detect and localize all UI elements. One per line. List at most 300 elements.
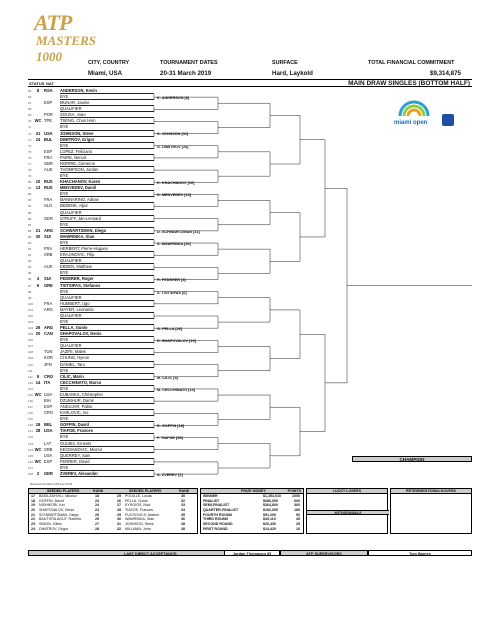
player-name: KECMANOVIC, Miomir [60,446,103,452]
lucky-losers-header: LUCKY LOSERS [307,489,387,494]
draw-position: 103 [28,319,34,324]
seeded-cell: SIMON, Gilles [39,522,62,527]
seeded-cell: 32 [181,498,185,503]
player-name: LOPEZ, Feliciano [60,148,93,154]
draw-position: 70 [28,119,32,124]
seed-label: 13 [35,185,41,191]
nationality: ESP [44,148,53,154]
player-name: BYE [60,367,69,373]
draw-position: 119 [28,417,33,422]
round2-player: S. TSITSIPAS [6] [157,290,187,295]
player-name: GOFFIN, David [60,422,89,428]
player-name: FEDERER, Roger [60,276,94,282]
seed-label: 8 [36,88,40,93]
nationality: RUS [44,185,53,191]
atp-masters-logo [30,10,108,64]
seeded-cell: FUCSOVICS, Marton [125,512,160,517]
release-note: Released 20 March 2019 at 00:00 [30,482,73,486]
seeded-cell: NISHIKORI, Kei [39,503,65,508]
nationality: BIH [44,397,51,403]
draw-position: 127 [28,465,34,470]
draw-position: 92 [28,253,32,258]
seeded-cell: BAUTISTA AGUT, Roberto [39,517,82,522]
nationality: KOR [44,355,53,361]
player-name: HERBERT, Pierre-Hugues [60,246,108,252]
seeded-cell: 25 [95,512,99,517]
seed-label: 6 [36,282,40,288]
seed-label: 18 [35,422,41,428]
draw-position: 98 [28,289,32,294]
seeded-cell: GOFFIN, David [39,498,64,503]
nationality: BEL [44,422,53,428]
round2-player: M. CECCHINATO [14] [157,387,196,392]
draw-position: 120 [28,423,34,428]
draw-position: 91 [28,247,32,252]
draw-position: 80 [28,180,32,185]
nationality: USA [44,130,53,136]
nationality: USA [44,391,53,397]
nationality: FRA [44,246,53,252]
draw-position: 84 [28,204,32,209]
player-name: WAWRINKA, Stan [60,233,95,239]
draw-position: 86 [28,216,32,221]
seeded-cell: 24 [95,508,99,513]
player-name: HUMBERT, Ugo [60,300,90,306]
seeded-cell: 24 [31,526,35,531]
round2-player: K. ANDERSON [8] [157,95,190,100]
seeded-cell: PELLA, Guido [125,498,148,503]
draw-position: 90 [28,240,32,245]
player-name: DANIEL, Taro [60,361,85,367]
prize-money-table [200,488,304,534]
player-name: BYE [60,173,69,179]
seeded-cell: BASILASHVILI, Nikoloz [39,494,77,498]
round2-player: S. JOHNSON [31] [157,132,189,137]
player-name: BYE [60,142,69,148]
round2-player: A. ZVEREV [2] [157,472,183,477]
player-name: DIMITROV, Grigor [60,136,95,142]
draw-position: 121 [28,429,34,434]
player-name: KRAJINOVIC, Filip [60,252,95,258]
player-name: FERRER, David [60,458,90,464]
seed-label: 10 [35,179,41,185]
seeded-cell: 18 [31,498,35,503]
draw-position: 123 [28,441,34,446]
seed-label: 24 [35,136,41,142]
draw-position: 66 [28,95,32,100]
draw-position: 108 [28,350,34,355]
round2-player: D. MEDVEDEV [13] [157,193,191,198]
seeded-cell: 27 [95,522,99,527]
seeded-cell: 18 [95,494,99,498]
dates-label: TOURNAMENT DATES [160,60,218,66]
round2-player: F. TIAFOE [28] [157,436,183,441]
prize-header: PRIZE MONEY POINTS [201,489,303,494]
nationality: AUS [44,167,53,173]
commitment-label: TOTAL FINANCIAL COMMITMENT [368,60,455,66]
nationality: USA [44,428,53,434]
surface-label: SURFACE [272,60,298,66]
draw-position: 78 [28,168,32,173]
draw-position: 124 [28,447,34,452]
nationality: LAT [44,440,52,446]
draw-position: 96 [28,277,32,282]
sponsor-name: miami open [394,120,428,126]
player-name: TIAFOE, Frances [60,428,93,434]
draw-position: 101 [28,307,34,312]
seed-label: WC [34,458,42,464]
prize-cell: 180 [294,508,300,513]
player-name: BYE [60,434,69,440]
prize-cell: $686,000 [263,498,278,503]
player-name: SCHWARTZMAN, Diego [60,227,107,233]
draw-position: 110 [28,362,33,367]
player-name: PAIRE, Benoit [60,154,86,160]
draw-position: 69 [28,113,32,118]
player-name: KARLOVIC, Ivo [60,410,89,416]
seeded-cell: TIAFOE, Frances [125,508,153,513]
seed-label: 21 [35,227,41,233]
supervisor-label: ATP SUPERVISORS [280,550,368,556]
seed-label: 28 [35,428,41,434]
player-name: GULBIS, Ernests [60,440,92,446]
nationality: ARG [44,227,54,233]
draw-position: 88 [28,228,32,233]
seed-label: 4 [36,276,40,282]
draw-position: 65 [28,89,32,93]
nationality: FRA [44,300,53,306]
draw-position: 77 [28,161,32,166]
logo-brand: ATP [34,10,72,35]
nationality: TPE [44,118,52,124]
status-column-header: STATUS [29,81,45,86]
seed-label: 2 [36,470,40,476]
seed-label: 30 [35,233,41,239]
seeded-cell: 17 [31,494,35,498]
prize-cell: 1000 [292,494,300,498]
prize-cell: $182,000 [263,508,278,513]
player-name: ZVEREV, Alexander [60,470,98,476]
player-name: BYE [60,94,69,100]
prize-cell: SECOND ROUND [203,522,233,527]
draw-title: MAIN DRAW SINGLES (BOTTOM HALF) [348,80,470,87]
player-name: ANDERSON, Kevin [60,88,97,93]
nationality: SRB [44,252,53,258]
player-name: KHACHANOV, Karen [60,179,101,185]
nationality: GRE [44,282,53,288]
round2-player: G. PELLA [26] [157,327,183,332]
nationality: CRO [44,410,54,416]
champion-label: CHAMPION [352,456,472,462]
draw-position: 102 [28,313,34,318]
nationality: ESP [44,404,53,410]
player-name: BYE [60,191,69,197]
bottom-bar [28,550,472,556]
nationality: FRA [44,197,53,203]
draw-position: 115 [28,392,33,397]
nationality: AUS [44,264,53,270]
nationality: GBR [44,160,53,166]
prize-cell: SEMI-FINALIST [203,503,230,508]
player-name: SOUSA, Joao [60,112,86,118]
player-name: QUALIFIER [60,343,82,349]
player-name: QUALIFIER [60,312,82,318]
nationality: JPN [44,361,52,367]
seeded-cell: KYRGIOS, Nick [125,503,151,508]
draw-position: 107 [28,344,34,349]
prize-cell: 10 [296,526,300,531]
seeded-cell: 28 [95,526,99,531]
miami-open-sponsor-logo [382,94,466,132]
seeded-cell: 35 [181,512,185,517]
seeded-cell: JOHNSON, Steve [125,522,154,527]
player-name: QUALIFIER [60,106,82,112]
lucky-losers-table [306,488,388,534]
player-name: BYE [60,221,69,227]
player-name: MUNAR, Jaume [60,100,90,106]
draw-position: 74 [28,143,32,148]
prize-cell: 600 [294,498,300,503]
draw-position: 87 [28,222,32,227]
round2-player: M. CILIC [9] [157,375,178,380]
nationality: USA [44,452,53,458]
prize-cell: WINNER [203,494,218,498]
nationality: TUN [44,349,53,355]
prize-cell: THIRD ROUND [203,517,229,522]
nationality: ESP [44,100,53,106]
player-name: DZUMHUR, Damir [60,397,94,403]
draw-position: 95 [28,271,32,276]
seed-label: 14 [35,379,41,385]
draw-position: 81 [28,186,32,191]
prize-cell: $91,200 [263,512,276,517]
round2-player: D. GOFFIN [18] [157,424,185,429]
seeded-cell: MILLMAN, John [125,526,151,531]
seeded-cell: POUILLE, Lucas [125,494,152,498]
draw-position: 100 [28,301,34,306]
draw-position: 118 [28,411,33,416]
round2-player: D. SHAPOVALOV [20] [157,339,196,344]
seeded-cell: 23 [95,498,99,503]
player-name: STRUFF, Jan-Lennard [60,215,101,221]
player-name: EBDEN, Matthew [60,264,92,270]
player-name: BYE [60,288,69,294]
seed-label: 31 [35,130,41,136]
logo-sub: MASTERS 1000 [36,33,96,64]
retirements-header: RETIREMENTS/WALKOVERS [391,489,471,494]
player-name: QUALIFIER [60,258,82,264]
last-direct-name: Jordan Thompson 85 [224,550,280,556]
draw-position: 76 [28,155,32,160]
seeded-cell: 30 [117,517,121,522]
prize-cell: FIRST ROUND [203,526,228,531]
player-name: BYE [60,337,69,343]
player-name: JOHNSON, Steve [60,130,94,136]
player-name: BEDENE, Aljaz [60,203,88,209]
prize-cell: $14,420 [263,526,276,531]
supervisor-name: Tom Barnes [368,550,472,556]
retirements-table [390,488,472,534]
nat-column-header: NAT [46,81,54,86]
player-name: TSENG, Chun Hsin [60,118,96,124]
round2-player: K. KHACHANOV [10] [157,181,195,186]
nationality: ITA [44,379,51,385]
player-name: BYE [60,464,69,470]
seed-label: 9 [36,373,40,379]
player-name: MAYER, Leonardo [60,306,94,312]
player-name: ANDUJAR, Pablo [60,404,93,410]
draw-position: 67 [28,101,32,106]
dates-value: 20-31 March 2019 [160,70,212,77]
seeded-cell: 29 [117,512,121,517]
player-name: TSITSIPAS, Stefanos [60,282,101,288]
player-name: NORRIE, Cameron [60,160,96,166]
player-name: BYE [60,416,69,422]
prize-cell: $26,430 [263,522,276,527]
seed-label: WC [34,118,42,124]
player-name: THOMPSON, Jordan [60,167,99,173]
draw-position: 116 [28,398,33,403]
seeded-cell: 30 [181,494,185,498]
draw-position: 93 [28,259,32,264]
prize-cell: 25 [296,522,300,527]
nationality: SRB [44,446,53,452]
draw-position: 75 [28,149,32,154]
seeded-cell: 24 [95,503,99,508]
seeded-cell: 20 [31,508,35,513]
draw-position: 104 [28,326,34,331]
nationality: ARG [44,325,54,331]
miami-open-rainbow-icon [382,94,466,132]
draw-position: 71 [28,125,32,130]
seeded-cell: 31 [117,522,121,527]
player-name: QUALIFIER [60,209,82,215]
prize-cell: 90 [296,512,300,517]
round2-player: R. FEDERER [4] [157,278,186,283]
seeded-cell: WAWRINKA, Stan [125,517,155,522]
seeded-cell: 33 [181,503,185,508]
seeded-cell: 28 [117,508,121,513]
player-name: BYE [60,385,69,391]
prize-cell: FINALIST [203,498,220,503]
seeded-cell: DIMITROV, Grigor [39,526,69,531]
seeded-row [29,527,197,532]
draw-position: 114 [28,386,33,391]
seeded-players-table [28,488,198,534]
last-direct-label: LAST DIRECT ACCEPTANCE: [28,550,278,556]
commitment-value: $9,314,875 [430,70,461,77]
seeded-cell: 36 [181,517,185,522]
draw-position: 85 [28,210,32,215]
draw-position: 109 [28,356,34,361]
round2-player: S. WAWRINKA [30] [157,241,191,246]
nationality: RUS [44,179,53,185]
player-name: MANNARINO, Adrian [60,197,99,203]
draw-position: 113 [28,380,33,385]
draw-position: 79 [28,174,32,179]
seeded-cell: 27 [117,503,121,508]
seeded-cell: 19 [31,503,35,508]
city-value: Miami, USA [88,70,123,77]
nationality: GER [44,470,53,476]
draw-position: 111 [28,368,33,373]
draw-position: 83 [28,198,32,203]
player-name: QUERREY, Sam [60,452,91,458]
nationality: SUI [44,276,51,282]
draw-position: 122 [28,435,34,440]
draw-position: 112 [28,374,33,379]
draw-position: 73 [28,137,32,142]
seeded-cell: SCHWARTZMAN, Diego [39,512,79,517]
round2-player: D. SCHWARTZMAN [21] [157,229,200,234]
seeded-cell: 21 [31,512,35,517]
draw-position: 126 [28,459,34,464]
draw-position: 89 [28,234,32,239]
draw-position: 94 [28,265,32,270]
seed-label: WC [34,446,42,452]
nationality: GER [44,215,53,221]
prize-cell: $364,800 [263,503,278,508]
city-label: CITY, COUNTRY [88,60,130,66]
nationality: RSA [44,88,53,93]
seeded-header: SEEDED PLAYERS RANK SEEDED PLAYERS RANK [29,489,197,494]
nationality: ESP [44,458,53,464]
draw-position: 82 [28,192,32,197]
player-name: CHUNG, Hyeon [60,355,90,361]
seed-label: WC [34,391,42,397]
seeded-cell: 25 [95,517,99,522]
nationality: CAN [44,331,53,337]
prize-cell: $1,354,010 [263,494,281,498]
player-name: QUALIFIER [60,294,82,300]
seeded-cell: SHAPOVALOV, Denis [39,508,75,513]
draw-position: 106 [28,338,34,343]
prize-row [201,527,303,532]
seeded-cell: 26 [117,498,121,503]
nationality: ARG [44,306,53,312]
draw-position: 99 [28,295,32,300]
prize-cell: $49,110 [263,517,276,522]
prize-cell: FOURTH ROUND [203,512,233,517]
draw-position: 72 [28,131,32,136]
seeded-cell: 38 [181,526,185,531]
draw-position: 125 [28,453,34,458]
seed-label: 20 [35,331,41,337]
round2-player: G. DIMITROV [24] [157,144,189,149]
player-name: BYE [60,124,69,130]
seeded-cell: 23 [31,522,35,527]
entry-underline [60,476,154,477]
player-name: CECCHINATO, Marco [60,379,102,385]
draw-position: 105 [28,332,34,337]
player-name: BYE [60,239,69,245]
seeded-cell: 25 [117,494,121,498]
seeded-cell: 22 [31,517,35,522]
first-round-entries [28,88,154,477]
player-name: CILIC, Marin [60,373,84,379]
draw-title-bar [28,79,472,87]
seeded-cell: 32 [117,526,121,531]
player-name: EUBANKS, Christopher [60,391,104,397]
seeded-cell: 38 [181,522,185,527]
player-name: BYE [60,270,69,276]
draw-position: 97 [28,283,32,288]
player-name: SHAPOVALOV, Denis [60,331,102,337]
player-name: BYE [60,318,69,324]
player-name: PELLA, Guido [60,325,88,331]
draw-entry [28,471,154,477]
withdrawals-header: WITHDRAWALS [307,510,389,515]
